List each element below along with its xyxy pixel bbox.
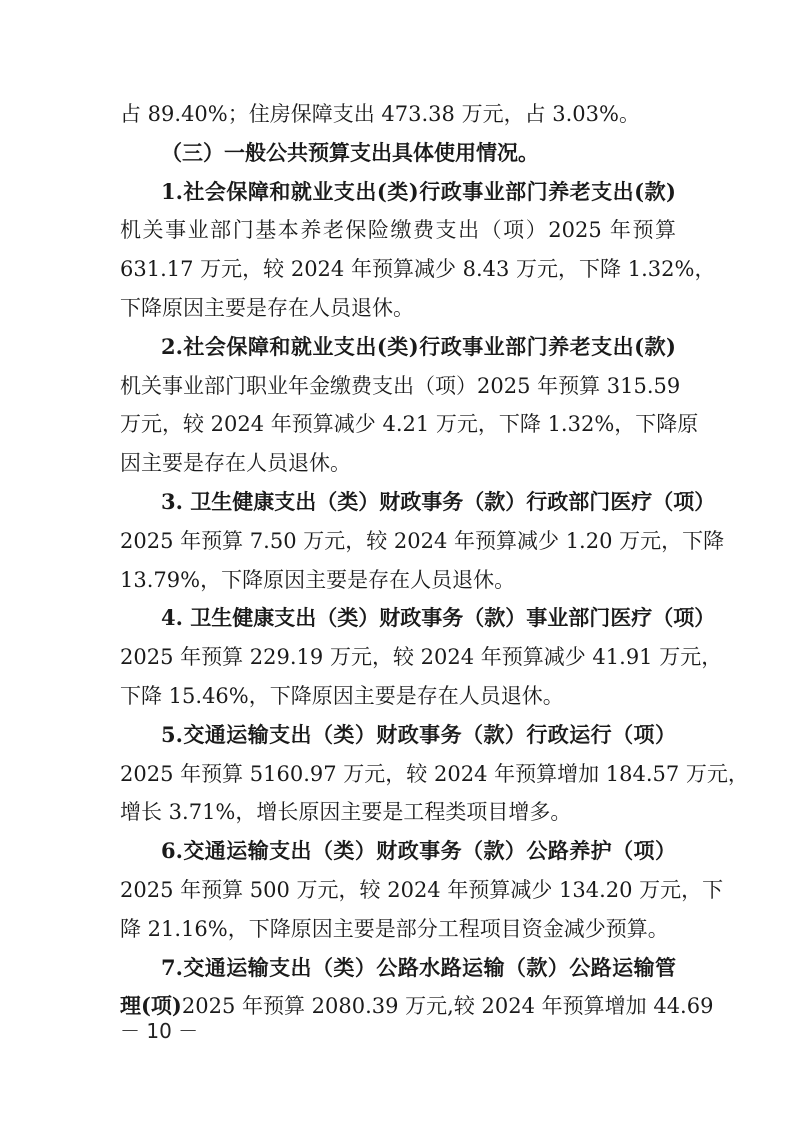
- paragraph-line: 2025 年预算 7.50 万元，较 2024 年预算减少 1.20 万元，下降: [120, 528, 725, 553]
- paragraph-line: 2025 年预算 229.19 万元，较 2024 年预算减少 41.91 万元，: [120, 645, 723, 670]
- item-1-heading-line: 1.社会保障和就业支出(类)行政事业部门养老支出(款): [161, 178, 676, 204]
- paragraph-line: 机关事业部门基本养老保险缴费支出（项）2025 年预算: [120, 218, 676, 243]
- item-6-heading-line: 6.交通运输支出（类）财政事务（款）公路养护（项）: [161, 838, 676, 864]
- paragraph-line: 2025 年预算 500 万元，较 2024 年预算减少 134.20 万元，下: [120, 878, 724, 902]
- paragraph-line: [120, 987, 714, 1026]
- paragraph-text: 2025 年预算 2080.39 万元,较 2024 年预算增加 44.69: [181, 994, 714, 1019]
- item-7-heading-tail: 理(项): [120, 993, 182, 1019]
- item-4-heading-line: 4. 卫生健康支出（类）财政事务（款）事业部门医疗（项）: [161, 605, 716, 631]
- paragraph-line: 下降原因主要是存在人员退休。: [120, 296, 414, 320]
- item-5-heading-line: 5.交通运输支出（类）财政事务（款）行政运行（项）: [161, 721, 676, 747]
- paragraph-line: 万元，较 2024 年预算减少 4.21 万元，下降 1.32%，下降原: [120, 412, 699, 437]
- paragraph-line: 下降 15.46%，下降原因主要是存在人员退休。: [120, 684, 564, 708]
- paragraph-line: 机关事业部门职业年金缴费支出（项）2025 年预算 315.59: [120, 373, 681, 398]
- paragraph-line: 2025 年预算 5160.97 万元，较 2024 年预算增加 184.57 万元，: [120, 761, 749, 786]
- item-7-heading-line: 7.交通运输支出（类）公路水路运输（款）公路运输管: [161, 954, 676, 980]
- item-2-heading-line: 2.社会保障和就业支出(类)行政事业部门养老支出(款): [161, 333, 676, 359]
- paragraph-line: 增长 3.71%，增长原因主要是工程类项目增多。: [120, 800, 572, 825]
- page-number: － 10 －: [120, 1019, 199, 1043]
- paragraph-line: 占 89.40%；住房保障支出 473.38 万元，占 3.03%。: [120, 102, 640, 126]
- paragraph-line: 降 21.16%，下降原因主要是部分工程项目资金减少预算。: [120, 916, 669, 941]
- section-heading: （三）一般公共预算支出具体使用情况。: [161, 139, 539, 165]
- item-3-heading-line: 3. 卫生健康支出（类）财政事务（款）行政部门医疗（项）: [161, 489, 716, 514]
- paragraph-line: 因主要是存在人员退休。: [120, 451, 351, 476]
- paragraph-line: 631.17 万元，较 2024 年预算减少 8.43 万元，下降 1.32%，: [120, 257, 716, 282]
- paragraph-line: 13.79%，下降原因主要是存在人员退休。: [120, 567, 516, 592]
